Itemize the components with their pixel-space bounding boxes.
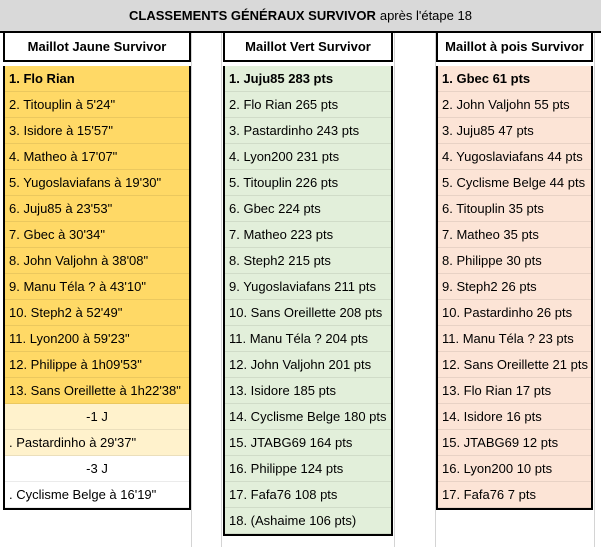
classement-row: 7. Gbec à 30'34"	[5, 222, 189, 248]
classement-row: 11. Lyon200 à 59'23"	[5, 326, 189, 352]
title-bold: CLASSEMENTS GÉNÉRAUX SURVIVOR	[129, 8, 376, 23]
column-maillot-jaune	[3, 33, 191, 510]
classement-row: 14. Isidore 16 pts	[438, 404, 591, 430]
classement-row: 2. Titouplin à 5'24"	[5, 92, 189, 118]
classement-row: 8. Steph2 215 pts	[225, 248, 391, 274]
column-maillot-pois	[436, 33, 593, 510]
classement-row: 5. Yugoslaviafans à 19'30"	[5, 170, 189, 196]
list-maillot-jaune	[3, 66, 191, 510]
classement-row: 9. Yugoslaviafans 211 pts	[225, 274, 391, 300]
classement-row: 17. Fafa76 108 pts	[225, 482, 391, 508]
classement-row: 12. John Valjohn 201 pts	[225, 352, 391, 378]
classement-row: 12. Sans Oreillette 21 pts	[438, 352, 591, 378]
heading-maillot-pois: Maillot à pois Survivor	[436, 33, 593, 62]
penalty-label: -1 J	[5, 404, 189, 430]
classement-row: 11. Manu Téla ? 204 pts	[225, 326, 391, 352]
classement-row: 5. Titouplin 226 pts	[225, 170, 391, 196]
classement-row: 1. Juju85 283 pts	[225, 66, 391, 92]
classement-row: 14. Cyclisme Belge 180 pts	[225, 404, 391, 430]
classement-row: 9. Manu Téla ? à 43'10"	[5, 274, 189, 300]
title-rest: après l'étape 18	[379, 8, 472, 23]
classement-row: 3. Pastardinho 243 pts	[225, 118, 391, 144]
classement-row: 16. Philippe 124 pts	[225, 456, 391, 482]
classement-row: 18. (Ashaime 106 pts)	[225, 508, 391, 534]
classement-row: 4. Matheo à 17'07"	[5, 144, 189, 170]
classement-row: . Cyclisme Belge à 16'19"	[5, 482, 189, 508]
heading-maillot-jaune: Maillot Jaune Survivor	[3, 33, 191, 62]
classement-row: 1. Gbec 61 pts	[438, 66, 591, 92]
classement-row: 7. Matheo 35 pts	[438, 222, 591, 248]
classement-row: 17. Fafa76 7 pts	[438, 482, 591, 508]
classement-row: 7. Matheo 223 pts	[225, 222, 391, 248]
classement-row: 11. Manu Téla ? 23 pts	[438, 326, 591, 352]
sheet-title	[0, 0, 601, 33]
column-maillot-vert	[223, 33, 393, 536]
classement-row: 13. Isidore 185 pts	[225, 378, 391, 404]
classement-row: 12. Philippe à 1h09'53"	[5, 352, 189, 378]
classement-row: 2. Flo Rian 265 pts	[225, 92, 391, 118]
classement-row: 2. John Valjohn 55 pts	[438, 92, 591, 118]
classement-row: 6. Titouplin 35 pts	[438, 196, 591, 222]
classement-row: 3. Isidore à 15'57"	[5, 118, 189, 144]
classement-row: 6. Juju85 à 23'53"	[5, 196, 189, 222]
penalty-label: -3 J	[5, 456, 189, 482]
classement-row: 10. Steph2 à 52'49"	[5, 300, 189, 326]
classement-row: 3. Juju85 47 pts	[438, 118, 591, 144]
classement-row: 6. Gbec 224 pts	[225, 196, 391, 222]
classement-row: 4. Lyon200 231 pts	[225, 144, 391, 170]
classement-row: 13. Sans Oreillette à 1h22'38"	[5, 378, 189, 404]
classement-row: 10. Sans Oreillette 208 pts	[225, 300, 391, 326]
list-maillot-vert	[223, 66, 393, 536]
classement-row: 9. Steph2 26 pts	[438, 274, 591, 300]
classement-row: 8. John Valjohn à 38'08"	[5, 248, 189, 274]
classement-row: 10. Pastardinho 26 pts	[438, 300, 591, 326]
heading-maillot-vert: Maillot Vert Survivor	[223, 33, 393, 62]
classement-row: 1. Flo Rian	[5, 66, 189, 92]
classement-row: 4. Yugoslaviafans 44 pts	[438, 144, 591, 170]
classement-row: 15. JTABG69 164 pts	[225, 430, 391, 456]
list-maillot-pois	[436, 66, 593, 510]
classement-row: 8. Philippe 30 pts	[438, 248, 591, 274]
classement-row: 15. JTABG69 12 pts	[438, 430, 591, 456]
classement-row: 5. Cyclisme Belge 44 pts	[438, 170, 591, 196]
classement-row: 16. Lyon200 10 pts	[438, 456, 591, 482]
classement-row: 13. Flo Rian 17 pts	[438, 378, 591, 404]
classement-row: . Pastardinho à 29'37"	[5, 430, 189, 456]
